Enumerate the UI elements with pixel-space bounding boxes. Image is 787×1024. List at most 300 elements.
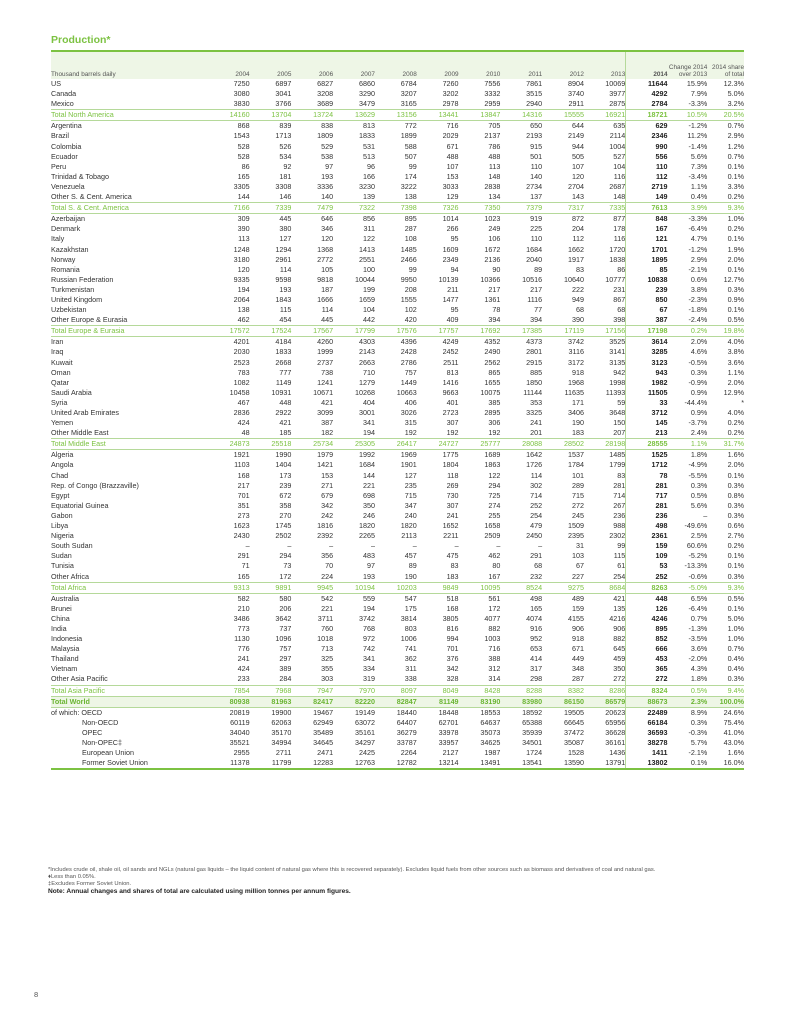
- value-cell: 1659: [358, 294, 375, 304]
- value-cell: 505: [571, 151, 584, 161]
- value-cell: 773: [237, 623, 250, 633]
- value-cell: 2687: [609, 181, 626, 191]
- value-cell: –: [538, 541, 543, 551]
- value-cell: 783: [237, 367, 250, 377]
- value-cell: 334: [362, 664, 375, 674]
- value-cell: 2719: [626, 182, 668, 192]
- value-cell: 445: [279, 214, 292, 224]
- value-cell: 307: [446, 500, 459, 510]
- value-cell: 35087: [563, 738, 584, 747]
- value-cell: 3207: [400, 89, 417, 99]
- table-row: [51, 408, 744, 418]
- share-cell: 0.7%: [727, 121, 744, 131]
- value-cell: 193: [362, 571, 375, 581]
- value-cell: 271: [321, 480, 334, 490]
- value-cell: 1720: [609, 244, 626, 254]
- value-cell: 10838: [626, 275, 668, 285]
- value-cell: 3230: [358, 181, 375, 191]
- value-cell: 1658: [484, 521, 501, 531]
- change-cell: 3.6%: [690, 644, 708, 654]
- share-cell: 4.0%: [727, 337, 744, 347]
- value-cell: 2114: [609, 131, 626, 141]
- value-cell: 4352: [484, 337, 501, 347]
- value-cell: 34040: [229, 727, 250, 737]
- value-cell: 17156: [584, 326, 626, 337]
- value-cell: 7968: [250, 685, 292, 696]
- change-cell: 8.9%: [690, 707, 708, 717]
- value-cell: 159: [571, 603, 584, 613]
- value-cell: 2668: [275, 357, 292, 367]
- value-cell: 1662: [567, 244, 584, 254]
- value-cell: 2127: [442, 748, 459, 758]
- value-cell: 1820: [358, 521, 375, 531]
- table-row: [51, 572, 744, 583]
- value-cell: 99: [408, 264, 417, 274]
- value-cell: 82417: [291, 696, 333, 707]
- value-cell: 448: [626, 593, 668, 604]
- value-cell: 1642: [526, 450, 543, 460]
- value-cell: 1421: [317, 460, 334, 470]
- value-cell: 2704: [567, 181, 584, 191]
- change-cell: -5.5%: [688, 470, 708, 480]
- value-cell: 714: [613, 490, 626, 500]
- value-cell: 146: [279, 192, 292, 202]
- value-cell: 944: [571, 141, 584, 151]
- value-cell: 144: [362, 470, 375, 480]
- value-cell: 1901: [400, 460, 417, 470]
- value-cell: 17567: [291, 326, 333, 337]
- share-cell: 9.3%: [707, 203, 744, 214]
- value-cell: 134: [488, 192, 501, 202]
- change-cell: 15.9%: [686, 79, 708, 88]
- value-cell: 139: [362, 192, 375, 202]
- change-cell: 60.6%: [686, 541, 708, 551]
- footnote-definition: *Includes crude oil, shale oil, oil sands and NGLs (natural gas liquids – the liquid content of natural gas where this is recovered separately). Excludes liquid fuels from other sources such as biomass and derivatives of coal and natural gas.: [48, 867, 656, 873]
- value-cell: 356: [321, 551, 334, 561]
- value-cell: 2137: [484, 131, 501, 141]
- value-cell: 3001: [358, 408, 375, 417]
- value-cell: 1684: [358, 460, 375, 470]
- value-cell: 714: [530, 490, 543, 500]
- value-cell: 803: [404, 623, 417, 633]
- value-cell: 462: [237, 315, 250, 325]
- value-cell: 190: [404, 571, 417, 581]
- value-cell: 1672: [484, 244, 501, 254]
- value-cell: 2392: [317, 531, 334, 541]
- share-cell: 100.0%: [707, 696, 744, 707]
- value-cell: 18721: [626, 110, 668, 121]
- row-label: Other Middle East: [51, 428, 109, 438]
- value-cell: 341: [362, 418, 375, 428]
- value-cell: 10194: [333, 582, 375, 593]
- share-cell: 1.1%: [727, 367, 744, 377]
- value-cell: 7861: [526, 79, 543, 88]
- value-cell: 65956: [605, 717, 626, 727]
- value-cell: 2978: [442, 99, 459, 109]
- value-cell: 129: [446, 192, 459, 202]
- row-label: Malaysia: [51, 644, 80, 654]
- row-label: Denmark: [51, 224, 81, 234]
- change-cell: 0.3%: [690, 480, 708, 490]
- value-cell: 148: [613, 192, 626, 202]
- table-row: [51, 398, 744, 408]
- value-cell: 2895: [484, 408, 501, 417]
- change-cell: 5.6%: [690, 151, 708, 161]
- value-cell: 2836: [233, 408, 250, 417]
- value-cell: 291: [530, 551, 543, 561]
- value-cell: 60119: [230, 717, 250, 727]
- value-cell: 3135: [609, 357, 626, 367]
- table-row: [51, 551, 744, 561]
- value-cell: –: [370, 541, 375, 551]
- value-cell: 1361: [484, 294, 501, 304]
- value-cell: 760: [321, 623, 334, 633]
- value-cell: 467: [237, 397, 250, 407]
- table-row: [51, 758, 744, 769]
- value-cell: 159: [626, 541, 668, 551]
- value-cell: 115: [613, 551, 626, 561]
- value-cell: 3742: [358, 613, 375, 623]
- total-row: [51, 326, 744, 337]
- value-cell: 112: [572, 234, 584, 244]
- value-cell: 9891: [250, 582, 292, 593]
- value-cell: 816: [446, 623, 459, 633]
- value-cell: 83: [575, 264, 584, 274]
- value-cell: 387: [626, 315, 668, 326]
- value-cell: 297: [279, 654, 292, 664]
- value-cell: 2511: [443, 357, 459, 367]
- value-cell: 254: [613, 571, 626, 581]
- value-cell: 650: [530, 121, 543, 131]
- page-title: Production*: [51, 34, 111, 46]
- value-cell: 149: [626, 192, 668, 203]
- value-cell: 19900: [271, 707, 292, 717]
- value-cell: 26417: [375, 439, 417, 450]
- value-cell: 10458: [229, 387, 250, 397]
- value-cell: 8684: [584, 582, 626, 593]
- value-cell: 7339: [250, 203, 292, 214]
- value-cell: 342: [321, 500, 334, 510]
- value-cell: 488: [488, 151, 501, 161]
- value-cell: 742: [362, 644, 375, 654]
- value-cell: 81963: [250, 696, 292, 707]
- row-label: Oman: [51, 367, 71, 377]
- share-cell: 3.8%: [727, 347, 744, 357]
- value-cell: 7398: [375, 203, 417, 214]
- value-cell: 294: [488, 480, 501, 490]
- value-cell: 442: [362, 315, 375, 325]
- value-cell: 1684: [526, 244, 543, 254]
- share-cell: 1.0%: [727, 634, 744, 644]
- value-cell: 107: [446, 161, 459, 171]
- value-cell: 1745: [275, 521, 292, 531]
- value-cell: 25518: [250, 439, 292, 450]
- value-cell: 201: [530, 428, 543, 438]
- value-cell: 671: [571, 644, 584, 654]
- value-cell: 2395: [567, 531, 584, 541]
- value-cell: 350: [613, 664, 626, 674]
- value-cell: 104: [613, 161, 626, 171]
- value-cell: 19149: [354, 707, 375, 717]
- year-header: 2004: [235, 71, 250, 78]
- value-cell: 1784: [567, 460, 584, 470]
- value-cell: 193: [321, 171, 334, 181]
- value-cell: 2136: [484, 254, 501, 264]
- value-cell: 390: [571, 315, 584, 325]
- value-cell: 2113: [401, 531, 417, 541]
- value-cell: 103: [571, 551, 584, 561]
- row-label: Egypt: [51, 490, 70, 500]
- change-cell: -13.3%: [684, 561, 708, 571]
- value-cell: 1509: [567, 521, 584, 531]
- value-cell: 2425: [358, 748, 375, 758]
- table-row: [51, 295, 744, 305]
- row-label: Norway: [51, 254, 76, 264]
- value-cell: 462: [488, 551, 501, 561]
- value-cell: 106: [488, 234, 501, 244]
- value-cell: 741: [404, 644, 417, 654]
- table-row: [51, 152, 744, 162]
- value-cell: 1809: [317, 131, 334, 141]
- value-cell: 542: [321, 593, 334, 603]
- change-cell: -0.3%: [688, 727, 708, 737]
- share-cell: 2.0%: [727, 377, 744, 387]
- value-cell: 8324: [626, 685, 668, 696]
- value-cell: 272: [571, 500, 584, 510]
- value-cell: 167: [488, 571, 501, 581]
- row-label: Non-OPEC‡: [82, 738, 122, 747]
- value-cell: 4373: [526, 337, 543, 347]
- value-cell: 13441: [417, 110, 459, 121]
- value-cell: 1999: [317, 347, 334, 357]
- value-cell: 34297: [354, 738, 375, 747]
- value-cell: 10671: [313, 387, 334, 397]
- value-cell: 2030: [233, 347, 250, 357]
- value-cell: 10366: [480, 274, 501, 284]
- value-cell: 71: [241, 561, 250, 571]
- value-cell: 1652: [442, 521, 459, 531]
- change-cell: 2.5%: [690, 531, 708, 541]
- value-cell: 192: [446, 428, 459, 438]
- share-cell: 41.0%: [723, 727, 744, 737]
- value-cell: 7250: [233, 79, 250, 88]
- value-cell: 190: [571, 418, 584, 428]
- change-cell: -0.5%: [688, 357, 708, 367]
- share-cell: 1.6%: [727, 450, 744, 460]
- value-cell: 916: [530, 623, 543, 633]
- value-cell: 1004: [609, 141, 626, 151]
- table-row: [51, 347, 744, 357]
- value-cell: 1103: [234, 460, 250, 470]
- value-cell: 11644: [626, 79, 668, 89]
- share-cell: 0.2%: [727, 224, 744, 234]
- value-cell: 10931: [271, 387, 292, 397]
- value-cell: 388: [488, 654, 501, 664]
- value-cell: 25305: [333, 439, 375, 450]
- share-cell: 3.6%: [727, 357, 744, 367]
- value-cell: 3222: [400, 181, 417, 191]
- table-row: [51, 305, 744, 315]
- value-cell: 527: [613, 151, 626, 161]
- value-cell: 236: [613, 510, 626, 520]
- share-cell: 0.3%: [727, 500, 744, 510]
- value-cell: 17385: [500, 326, 542, 337]
- table-row: [51, 644, 744, 654]
- value-cell: 17757: [417, 326, 459, 337]
- value-cell: 3642: [275, 613, 292, 623]
- value-cell: 294: [279, 551, 292, 561]
- value-cell: 420: [404, 315, 417, 325]
- value-cell: 34501: [522, 738, 543, 747]
- value-cell: 2737: [317, 357, 334, 367]
- value-cell: 185: [279, 428, 292, 438]
- value-cell: 38278: [626, 738, 668, 748]
- value-cell: 2711: [275, 748, 292, 758]
- value-cell: 269: [446, 480, 459, 490]
- share-cell: 0.2%: [727, 418, 744, 428]
- value-cell: 1979: [317, 450, 334, 460]
- change-cell: 4.7%: [690, 234, 708, 244]
- value-cell: 10640: [563, 274, 584, 284]
- value-cell: 113: [488, 161, 501, 171]
- row-label: Equatorial Guinea: [51, 500, 109, 510]
- value-cell: 233: [237, 674, 250, 684]
- value-cell: 25777: [459, 439, 501, 450]
- row-label: Italy: [51, 234, 65, 244]
- value-cell: 483: [362, 551, 375, 561]
- value-cell: 83980: [500, 696, 542, 707]
- value-cell: 629: [626, 121, 668, 132]
- change-cell: -49.6%: [684, 521, 708, 531]
- value-cell: 3712: [626, 408, 668, 418]
- value-cell: 646: [321, 214, 334, 224]
- value-cell: 78: [626, 471, 668, 481]
- value-cell: 1485: [609, 450, 626, 460]
- value-cell: 17576: [375, 326, 417, 337]
- value-cell: 6784: [400, 79, 417, 88]
- value-cell: 1833: [358, 131, 375, 141]
- value-cell: 82220: [333, 696, 375, 707]
- value-cell: 3648: [609, 408, 626, 417]
- value-cell: 1899: [400, 131, 417, 141]
- table-row: [51, 614, 744, 624]
- value-cell: 3486: [233, 613, 250, 623]
- value-cell: 2265: [358, 531, 375, 541]
- value-cell: 8428: [459, 685, 501, 696]
- year-header: 2005: [277, 71, 292, 78]
- row-label: Vietnam: [51, 664, 78, 674]
- value-cell: 4074: [526, 613, 543, 623]
- table-row: [51, 460, 744, 470]
- value-cell: 3325: [526, 408, 543, 417]
- footnote-note: Note: Annual changes and shares of total are calculated using million tonnes per annum figures.: [48, 888, 351, 895]
- value-cell: 347: [404, 500, 417, 510]
- value-cell: 2509: [484, 531, 501, 541]
- change-cell: 0.5%: [690, 490, 708, 500]
- value-cell: 2040: [526, 254, 543, 264]
- value-cell: 2838: [484, 181, 501, 191]
- value-cell: 235: [404, 480, 417, 490]
- share-cell: 0.3%: [727, 674, 744, 684]
- value-cell: 64637: [480, 717, 501, 727]
- value-cell: 168: [446, 603, 459, 613]
- value-cell: 88673: [626, 696, 668, 707]
- value-cell: 10663: [396, 387, 417, 397]
- share-cell: 19.8%: [707, 326, 744, 337]
- share-cell: 5.0%: [727, 613, 744, 623]
- table-row: [51, 718, 744, 728]
- value-cell: 140: [321, 192, 334, 202]
- row-label: Yemen: [51, 418, 74, 428]
- value-cell: 489: [571, 593, 584, 603]
- value-cell: 1018: [317, 634, 334, 644]
- value-cell: 3766: [275, 99, 292, 109]
- value-cell: 1987: [484, 748, 501, 758]
- value-cell: 3141: [609, 347, 626, 357]
- table-header: [51, 51, 744, 79]
- value-cell: 786: [488, 141, 501, 151]
- value-cell: 351: [237, 500, 250, 510]
- value-cell: 737: [279, 623, 292, 633]
- value-cell: 7613: [626, 203, 668, 214]
- year-header: 2009: [444, 71, 459, 78]
- value-cell: 6897: [275, 79, 292, 88]
- value-cell: 1555: [400, 294, 417, 304]
- value-cell: 365: [626, 664, 668, 674]
- value-cell: 8288: [500, 685, 542, 696]
- value-cell: 513: [362, 151, 375, 161]
- value-cell: 36593: [626, 728, 668, 738]
- row-label: Other Africa: [51, 571, 89, 581]
- change-cell: 2.4%: [690, 428, 708, 438]
- value-cell: 307: [446, 418, 459, 428]
- value-cell: 2784: [626, 99, 668, 110]
- value-cell: 67: [575, 561, 584, 571]
- row-label: Kazakhstan: [51, 244, 89, 254]
- row-label: Algeria: [51, 450, 74, 460]
- value-cell: 37472: [563, 727, 584, 737]
- value-cell: 109: [626, 551, 668, 561]
- value-cell: 153: [321, 470, 334, 480]
- value-cell: 153: [446, 171, 459, 181]
- change-cell: -1.4%: [688, 141, 708, 151]
- value-cell: 7260: [442, 79, 459, 88]
- value-cell: 110: [530, 234, 543, 244]
- total-row: [51, 582, 744, 593]
- table-row: [51, 162, 744, 172]
- value-cell: 348: [571, 664, 584, 674]
- value-cell: 175: [404, 603, 417, 613]
- value-cell: 242: [321, 510, 334, 520]
- value-cell: 839: [279, 121, 292, 131]
- share-header: 2014 share of total: [712, 64, 744, 78]
- row-label: Tunisia: [51, 561, 74, 571]
- value-cell: 3080: [233, 89, 250, 99]
- value-cell: 13704: [250, 110, 292, 121]
- value-cell: 187: [321, 284, 334, 294]
- table-row: [51, 491, 744, 501]
- value-cell: 16921: [584, 110, 626, 121]
- value-cell: 121: [626, 234, 668, 244]
- value-cell: 150: [613, 418, 626, 428]
- value-cell: 122: [362, 234, 375, 244]
- table-row: [51, 214, 744, 225]
- value-cell: 3977: [609, 89, 626, 99]
- value-cell: 9313: [208, 582, 250, 593]
- change-cell: 3.8%: [690, 284, 708, 294]
- value-cell: 9663: [442, 387, 459, 397]
- share-cell: 0.6%: [727, 521, 744, 531]
